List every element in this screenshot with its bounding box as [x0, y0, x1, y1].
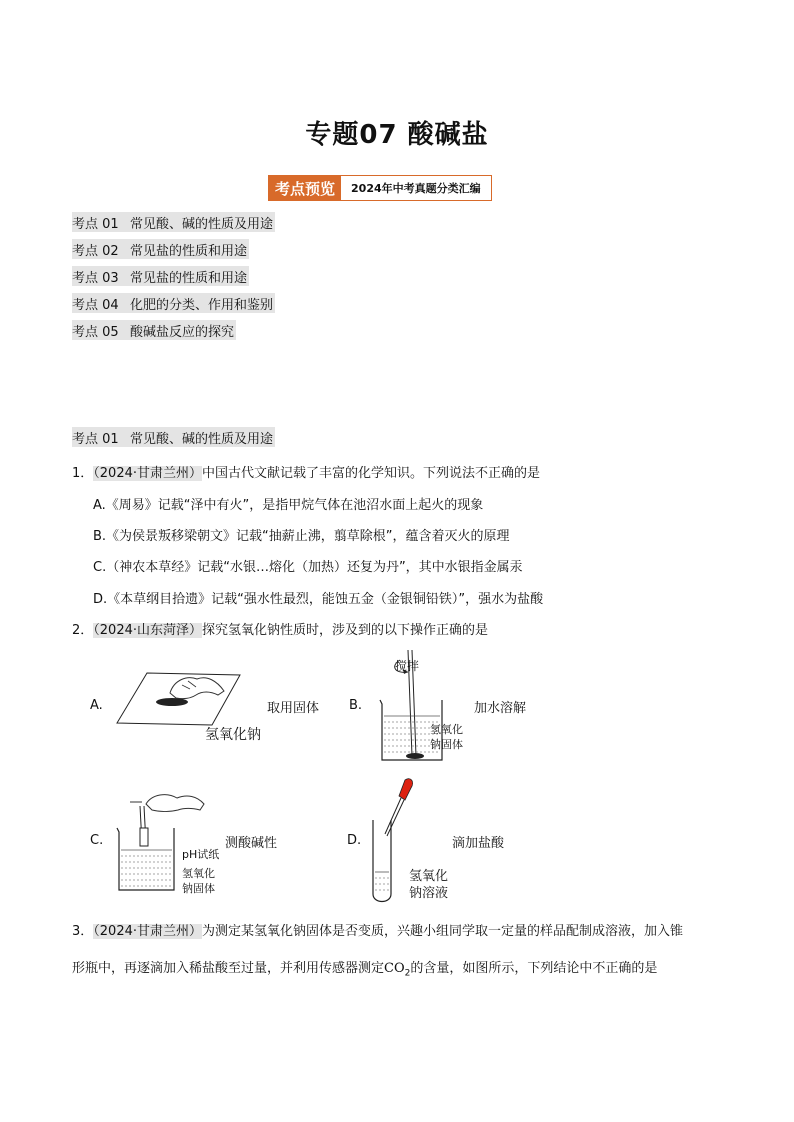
- toc-item-label: 化肥的分类、作用和鉴别: [130, 297, 274, 313]
- figure-b-caption: 加水溶解: [474, 701, 527, 716]
- figure-c-caption: 测酸碱性: [225, 836, 278, 851]
- question-3-line-2: [72, 957, 657, 979]
- figure-a-letter: A.: [90, 698, 103, 713]
- section-number: 考点 01: [72, 431, 119, 447]
- question-2-stem: [72, 619, 488, 638]
- option-d: D.《本草纲目拾遗》记载“强水性最烈，能蚀五金（金银铜铅铁）”，强水为盐酸: [93, 592, 544, 607]
- toc-item-number: 考点 04: [72, 297, 119, 313]
- solid-sampling-figure: [112, 665, 242, 730]
- question-source: （2024·山东菏泽）: [93, 623, 202, 638]
- toc-item[interactable]: [72, 293, 275, 313]
- question-text: 探究氢氧化钠性质时，涉及到的以下操作正确的是: [202, 623, 489, 638]
- toc-item-number: 考点 01: [72, 216, 119, 232]
- toc-item-number: 考点 05: [72, 324, 119, 340]
- stir-label: 搅拌: [395, 659, 420, 673]
- badge-subtitle: 2024年中考真题分类汇编: [341, 176, 491, 200]
- toc-item[interactable]: [72, 320, 236, 340]
- toc-item-label: 常见盐的性质和用途: [130, 243, 248, 259]
- figure-a-caption: 取用固体: [267, 701, 320, 716]
- page-title: 专题07 酸碱盐: [305, 120, 489, 150]
- question-text: 中国古代文献记载了丰富的化学知识。下列说法不正确的是: [202, 466, 541, 481]
- question-text: 为测定某氢氧化钠固体是否变质，兴趣小组同学取一定量的样品配制成溶液，加入锥: [202, 924, 684, 939]
- option-b: B.《为侯景叛移梁朝文》记载“抽薪止沸，翦草除根”，蕴含着灭火的原理: [93, 529, 510, 544]
- option-c: C.（神农本草经》记载“水银…熔化（加热）还复为丹”，其中水银指金属汞: [93, 560, 523, 575]
- naoh-solid-label-1: 氢氧化: [182, 867, 215, 880]
- question-number: 2．: [72, 623, 94, 638]
- option-a: A.《周易》记载“泽中有火”，是指甲烷气体在池沼水面上起火的现象: [93, 498, 484, 513]
- question-number: 1．: [72, 466, 94, 481]
- toc-item[interactable]: [72, 212, 275, 232]
- co2-subscript: 2: [404, 968, 411, 979]
- question-text: 形瓶中，再逐滴加入稀盐酸至过量，并利用传感器测定: [72, 961, 385, 976]
- question-3-stem: [72, 920, 683, 939]
- section-title: 常见酸、碱的性质及用途: [130, 431, 274, 447]
- toc-item[interactable]: [72, 266, 249, 286]
- naoh-solution-label-2: 钠溶液: [409, 886, 449, 901]
- naoh-solid-label-2: 钠固体: [430, 738, 463, 751]
- figure-b-letter: B.: [349, 698, 363, 713]
- question-1-stem: [72, 462, 540, 481]
- question-source: （2024·甘肃兰州）: [93, 466, 202, 481]
- naoh-solid-label-2: 钠固体: [182, 882, 215, 895]
- naoh-solid-label-1: 氢氧化: [430, 723, 463, 736]
- toc-item-label: 常见酸、碱的性质及用途: [130, 216, 274, 232]
- co2-formula: CO: [384, 961, 405, 976]
- naoh-label: 氢氧化钠: [205, 727, 261, 743]
- figure-d-letter: D.: [347, 833, 362, 848]
- toc-item-label: 酸碱盐反应的探究: [130, 324, 235, 340]
- naoh-solution-label-1: 氢氧化: [409, 869, 449, 884]
- toc-item-number: 考点 03: [72, 270, 119, 286]
- section-heading: [72, 427, 275, 447]
- toc-item[interactable]: [72, 239, 249, 259]
- toc-item-label: 常见盐的性质和用途: [130, 270, 248, 286]
- figure-c-letter: C.: [90, 833, 104, 848]
- question-source: （2024·甘肃兰州）: [93, 924, 202, 939]
- badge-label: 考点预览: [269, 176, 341, 200]
- question-number: 3．: [72, 924, 94, 939]
- question-text: 的含量，如图所示，下列结论中不正确的是: [410, 961, 658, 976]
- preview-badge: [268, 175, 492, 201]
- ph-paper-label: pH试纸: [182, 848, 220, 861]
- figure-d-caption: 滴加盐酸: [452, 836, 505, 851]
- toc-item-number: 考点 02: [72, 243, 119, 259]
